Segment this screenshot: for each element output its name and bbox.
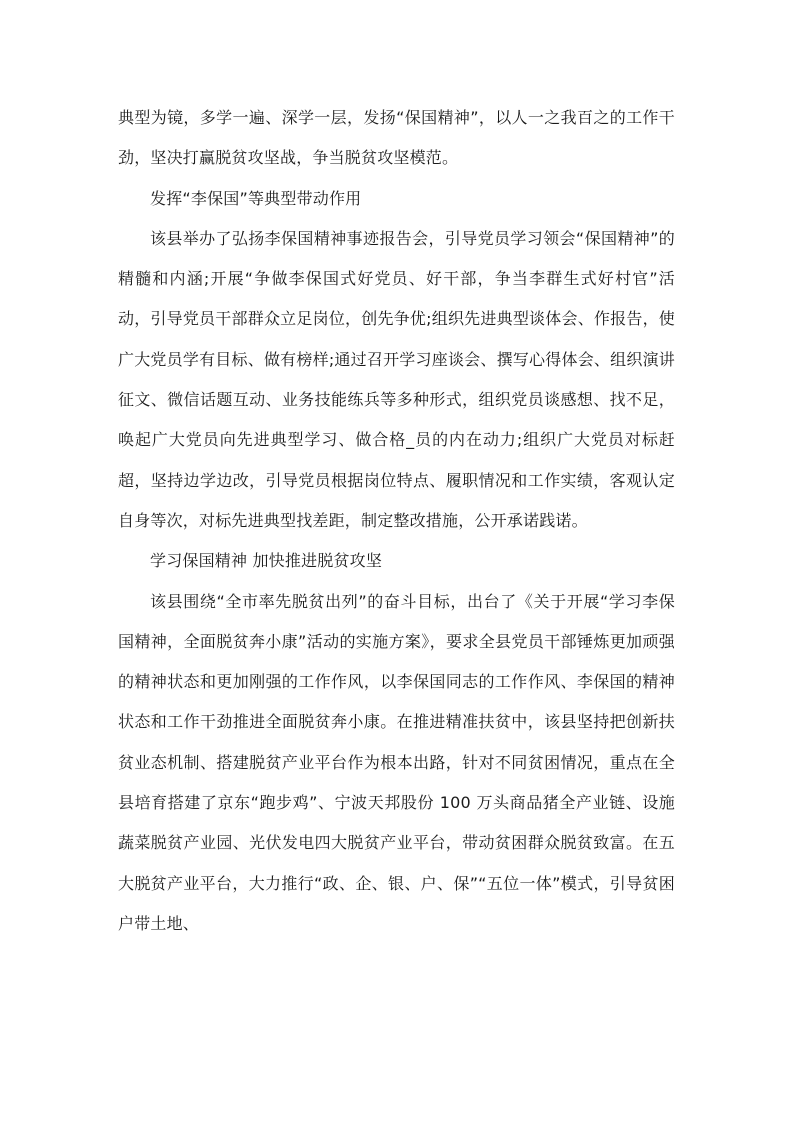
document-body (118, 98, 675, 944)
section-heading-typical-role: 发挥“李保国”等典型带动作用 (150, 188, 362, 208)
paragraph-county-activities: 该县举办了弘扬李保国精神事迹报告会，引导党员学习领会“保国精神”的精髓和内涵;开展“争做李保国式好党员、好干部，争当李群生式好村官”活动，引导党员干部群众立足岗位，创先争优;组织先进典型谈体会、作报告，使广大党员学有目标、做有榜样;通过召开学习座谈会、撰写心得体会、组织演讲征文、微信话题互动、业务技能练兵等多种形式，组织党员谈感想、找不足，唤起广大党员向先进典型学习、做合格_员的内在动力;组织广大党员对标赶超，坚持边学边改，引导党员根据岗位特点、履职情况和工作实绩，客观认定自身等次，对标先进典型找差距，制定整改措施，公开承诺践诺。 (118, 228, 675, 530)
section-heading-learn-spirit: 学习保国精神 加快推进脱贫攻坚 (150, 551, 383, 571)
paragraph-poverty-alleviation: 该县围绕“全市率先脱贫出列”的奋斗目标，出台了《关于开展“学习李保国精神，全面脱贫奔小康”活动的实施方案》，要求全县党员干部锤炼更加顽强的精神状态和更加刚强的工作作风，以李保国同志的工作作风、李保国的精神状态和工作干劲推进全面脱贫奔小康。在推进精准扶贫中，该县坚持把创新扶贫业态机制、搭建脱贫产业平台作为根本出路，针对不同贫困情况，重点在全县培育搭建了京东“跑步鸡”、宁波天邦股份 100 万头商品猪全产业链、设施蔬菜脱贫产业园、光伏发电四大脱贫产业平台，带动贫困群众脱贫致富。在五大脱贫产业平台，大力推行“政、企、银、户、保”“五位一体”模式，引导贫困户带土地、 (118, 591, 675, 933)
paragraph-continuation: 典型为镜，多学一遍、深学一层，发扬“保国精神”，以人一之我百之的工作干劲，坚决打赢脱贫攻坚战，争当脱贫攻坚模范。 (118, 108, 675, 168)
